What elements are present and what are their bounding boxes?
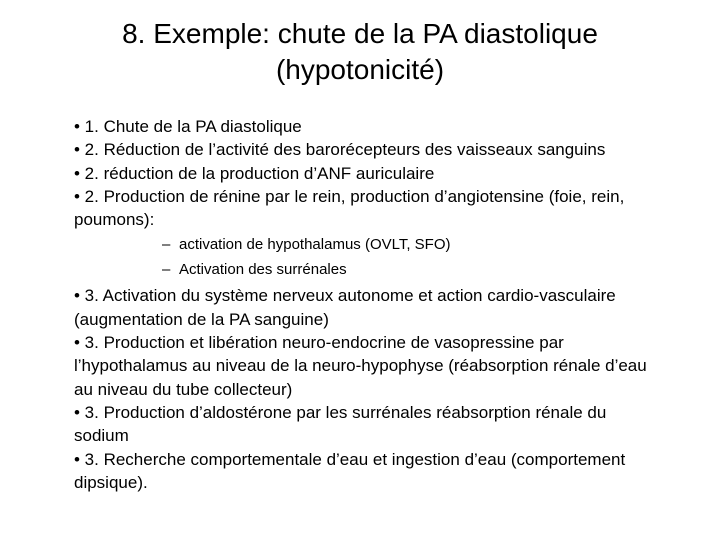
bullet-3: • 2. réduction de la production d’ANF auriculaire	[74, 163, 435, 183]
bullet-5: • 3. Activation du système nerveux autonome et action cardio-vasculaire (augmentation de la PA sanguine)	[74, 286, 616, 329]
slide-title-line-2: (hypotonicité)	[275, 54, 445, 85]
bullet-2: • 2. Réduction de l’activité des barorécepteurs des vaisseaux sanguins	[74, 140, 606, 160]
dash-marker: –	[162, 260, 171, 278]
sub-bullet-text: Activation des surrénales	[179, 260, 347, 278]
bullet-8: • 3. Recherche comportementale d’eau et ingestion d’eau (comportement dipsique).	[74, 449, 626, 492]
bullet-4: • 2. Production de rénine par le rein, production d’angiotensine (foie, rein, poumons):	[74, 186, 625, 230]
sub-bullet-text: activation de hypothalamus (OVLT, SFO)	[179, 236, 451, 254]
dash-marker: –	[162, 236, 171, 254]
sub-bullet-2	[162, 258, 649, 283]
slide-body	[74, 115, 649, 494]
sub-bullet-1	[162, 233, 649, 258]
slide-title-line-1: 8. Exemple: chute de la PA diastolique	[122, 18, 598, 49]
slide-title	[60, 16, 660, 88]
bullet-6: • 3. Production et libération neuro-endocrine de vasopressine par l’hypothalamus au niveau de la neuro-hypophyse (réabsorption rénale d’eau au niveau du tube collecteur)	[74, 333, 647, 399]
bullet-7: • 3. Production d’aldostérone par les surrénales réabsorption rénale du sodium	[74, 402, 607, 446]
bullet-1: • 1. Chute de la PA diastolique	[74, 117, 302, 136]
sub-bullet-list	[162, 233, 649, 282]
